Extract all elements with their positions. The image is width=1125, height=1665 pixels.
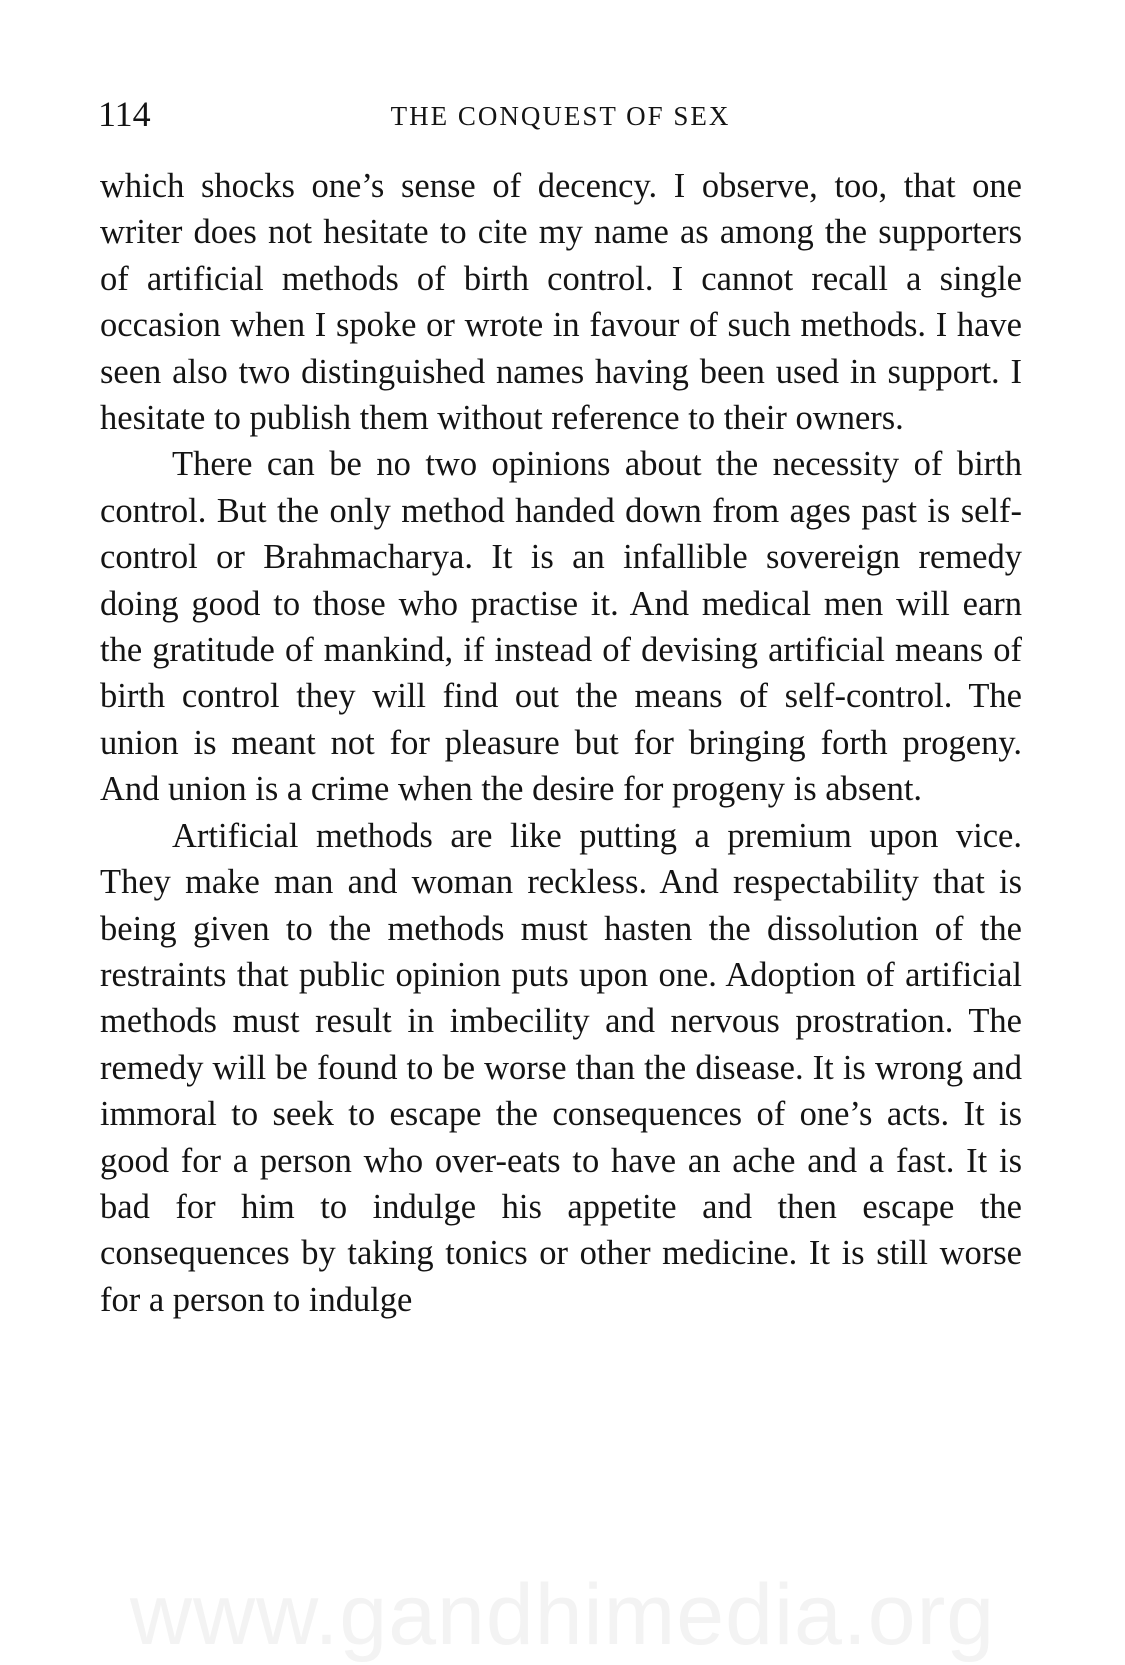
page-number: 114 [98, 94, 151, 134]
paragraph-birth-control: There can be no two opinions about the necessity of birth control. But the only method handed down from ages past is self-control or Brahmacharya. It is an infallible sovereign remedy doing good to those who practise it. And medical men will earn the gratitude of mankind, if instead of devising artificial means of birth control they will find out the means of self-control. The union is meant not for pleasure but for bringing forth progeny. And union is a crime when the desire for progeny is absent. [100, 445, 1022, 809]
paragraph-continued: which shocks one’s sense of decency. I observe, too, that one writer does not hesitate to cite my name as among the supporters of artificial methods of birth control. I cannot recall a single occasion when I spoke or wrote in favour of such methods. I have seen also two distinguished names having been used in support. I hesitate to publish them without reference to their owners. [100, 167, 1022, 438]
running-head: THE CONQUEST OF SEX [390, 101, 731, 131]
body-text [100, 163, 1022, 1323]
paragraph-artificial-methods: Artificial methods are like putting a premium upon vice. They make man and woman reckless. And respectability that is being given to the methods must hasten the dissolution of the restraints that public opinion puts upon one. Adoption of artificial methods must result in imbecility and nervous prostration. The remedy will be found to be worse than the disease. It is wrong and immoral to seek to escape the consequences of one’s acts. It is good for a person who over-eats to have an ache and a fast. It is bad for him to indulge his appetite and then escape the consequences by taking tonics or other medicine. It is still worse for a person to indulge [100, 816, 1022, 1319]
page-header [98, 92, 1023, 142]
watermark: www.gandhimedia.org [129, 1567, 996, 1663]
